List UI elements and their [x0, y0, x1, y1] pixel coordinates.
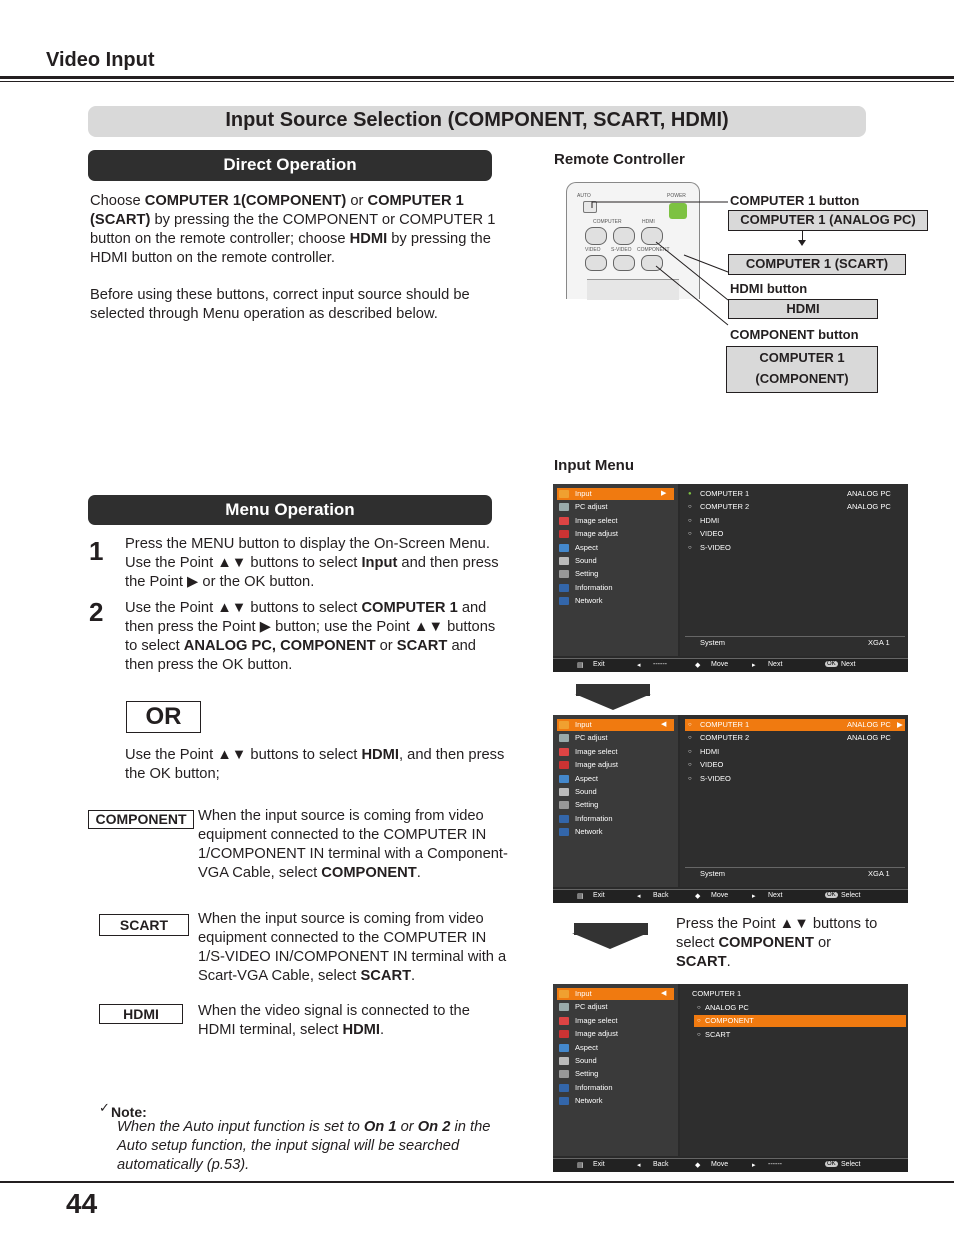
menu-item — [557, 988, 674, 1000]
component-label: COMPONENT — [637, 247, 670, 253]
radio-icon: ○ — [697, 1018, 701, 1025]
menu-item — [557, 515, 674, 527]
auto-label: AUTO — [577, 193, 591, 199]
option-arrow-icon: ▶ — [897, 720, 903, 729]
submenu-option — [694, 1029, 906, 1041]
menu-item-label: Setting — [575, 800, 599, 810]
menu-item-label: Network — [575, 827, 603, 837]
input-option — [685, 773, 905, 785]
menu-item-label: Sound — [575, 556, 597, 565]
input-option-value: ANALOG PC — [847, 489, 891, 498]
menu-item-icon — [559, 748, 569, 756]
menu-item-icon — [559, 557, 569, 565]
menu-status-bar — [553, 658, 908, 672]
menu-screen-1 — [553, 484, 908, 672]
menu-item — [557, 582, 674, 594]
menu-item — [557, 1001, 674, 1013]
status-key-icon: ◆ — [695, 893, 701, 900]
direct-operation-heading: Direct Operation — [88, 150, 492, 181]
menu-item-icon — [559, 801, 569, 809]
status-key-icon: OK — [827, 892, 836, 898]
system-row — [685, 867, 905, 880]
submenu-title: COMPUTER 1 — [692, 989, 742, 998]
menu-item — [557, 773, 674, 785]
menu-item — [557, 1095, 674, 1107]
component-source-text: When the input source is coming from video equipment connected to the COMPUTER IN 1/COMPONENT IN terminal with a Component-VGA Cable, select COMPONENT. — [198, 808, 508, 881]
menu-arrow-icon: ▶ — [661, 490, 667, 497]
input-option-label: S-VIDEO — [700, 773, 731, 783]
arrow-down-1-icon — [575, 694, 651, 710]
menu-item — [557, 542, 674, 554]
menu-item-label: Input — [575, 989, 592, 998]
menu-item-icon — [559, 775, 569, 783]
menu-item — [557, 1082, 674, 1094]
input-option — [685, 501, 905, 513]
header-rule-thin — [0, 81, 954, 82]
menu-item-label: Sound — [575, 787, 597, 796]
status-key-icon: OK — [827, 661, 836, 667]
power-label: POWER — [667, 193, 686, 199]
note-check-icon: ✓ — [99, 1100, 110, 1115]
hdmi-label: HDMI — [642, 219, 655, 225]
status-key-icon: ◆ — [695, 662, 701, 669]
press-point-text: Press the Point ▲▼ buttons to select COMPONENT or SCART. — [676, 916, 878, 970]
menu-item — [557, 568, 674, 580]
radio-icon: ○ — [688, 544, 692, 551]
callout-lines — [580, 190, 740, 330]
status-label: Exit — [593, 661, 605, 668]
status-label: ------ — [653, 661, 667, 668]
submenu-option-label: SCART — [705, 1029, 731, 1039]
system-value: XGA 1 — [868, 638, 890, 647]
menu-item — [557, 1055, 674, 1067]
menu-item-label: Setting — [575, 1069, 599, 1079]
status-key-icon: ▤ — [577, 1162, 584, 1169]
status-key-icon: ◆ — [695, 1162, 701, 1169]
menu-item-label: Image select — [575, 746, 618, 756]
computer-label: COMPUTER — [593, 219, 622, 225]
radio-icon: ○ — [688, 762, 692, 769]
menu-item — [557, 555, 674, 567]
menu-item-label: Information — [575, 582, 613, 592]
radio-icon: ○ — [697, 1005, 701, 1011]
menu-item-icon — [559, 597, 569, 605]
input-option — [685, 732, 905, 744]
input-option-label: VIDEO — [700, 760, 724, 770]
status-label: Move — [711, 1161, 729, 1168]
status-key-icon: ▸ — [752, 893, 756, 900]
menu-item — [557, 719, 674, 731]
scart-label: COMPUTER 1 (SCART) — [728, 254, 906, 275]
footer-rule — [0, 1181, 954, 1183]
menu-sidebar — [553, 715, 678, 887]
system-label: System — [700, 638, 726, 647]
menu-item-label: Image adjust — [575, 760, 618, 770]
radio-icon: ○ — [688, 775, 692, 782]
radio-icon: ○ — [688, 735, 692, 742]
menu-item-icon — [559, 570, 569, 578]
status-key-icon: ◂ — [637, 893, 641, 900]
menu-item-icon — [559, 1017, 569, 1025]
hdmi-instruction: Use the Point ▲▼ buttons to select HDMI, and then press the OK button; — [125, 747, 505, 782]
computer1-button-callout: COMPUTER 1 button — [730, 193, 860, 208]
menu-screen-2 — [553, 715, 908, 903]
hdmi-source-label: HDMI — [99, 1004, 183, 1024]
system-label: System — [700, 869, 726, 878]
menu-content-panel — [680, 715, 908, 887]
header-rule — [0, 76, 954, 79]
menu-item-label: Image adjust — [575, 1029, 618, 1039]
status-label: Back — [653, 892, 669, 899]
input-option-label: COMPUTER 2 — [700, 502, 750, 512]
note-title: Note: — [111, 1104, 147, 1120]
menu-item-label: Aspect — [575, 542, 598, 552]
input-option-label: COMPUTER 1 — [700, 720, 750, 729]
input-option-label: VIDEO — [700, 529, 724, 539]
status-key-icon: ▤ — [577, 893, 584, 900]
menu-item-label: Image adjust — [575, 529, 618, 539]
status-label: Exit — [593, 892, 605, 899]
menu-item-label: PC adjust — [575, 1002, 608, 1012]
menu-item-icon — [559, 1084, 569, 1092]
menu-item — [557, 1028, 674, 1040]
input-option — [685, 746, 905, 758]
radio-icon: ○ — [688, 517, 692, 524]
input-option — [685, 515, 905, 527]
menu-item-icon — [559, 490, 569, 498]
menu-item-label: Network — [575, 596, 603, 606]
status-key-icon: ▤ — [577, 662, 584, 669]
radio-icon: ○ — [688, 748, 692, 755]
radio-icon: ○ — [688, 722, 692, 728]
menu-item — [557, 799, 674, 811]
status-label: Move — [711, 661, 729, 668]
status-label: Exit — [593, 1161, 605, 1168]
radio-icon: ○ — [688, 531, 692, 538]
step-2-text: Use the Point ▲▼ buttons to select COMPUTER 1 and then press the Point ▶ button; use the Point ▲▼ buttons to select ANALOG PC, COMPONENT or SCART and then press the OK button. — [125, 600, 496, 673]
status-key-icon: ▸ — [752, 662, 756, 669]
menu-item — [557, 813, 674, 825]
direct-paragraph-1: Choose COMPUTER 1(COMPONENT) or COMPUTER 1 (SCART) by pressing the the COMPONENT or COMPUTER 1 button on the remote controller; choose HDMI by pressing the HDMI button on the remote controller. — [90, 193, 496, 266]
menu-item-icon — [559, 734, 569, 742]
menu-screen-3 — [553, 984, 908, 1172]
menu-item — [557, 759, 674, 771]
scart-source-label: SCART — [99, 914, 189, 936]
component-label-box — [726, 346, 878, 393]
status-label: Next — [768, 892, 783, 899]
remote-heading: Remote Controller — [554, 151, 685, 168]
section-title: Video Input — [46, 49, 155, 71]
step-1-text: Press the MENU button to display the On-Screen Menu. Use the Point ▲▼ buttons to select Input and then press the Point ▶ or the OK button. — [125, 536, 499, 590]
menu-item — [557, 732, 674, 744]
menu-item-label: Sound — [575, 1056, 597, 1065]
menu-item-icon — [559, 1030, 569, 1038]
menu-item-label: PC adjust — [575, 502, 608, 512]
menu-item-label: Aspect — [575, 773, 598, 783]
system-row — [685, 636, 905, 649]
menu-item-icon — [559, 544, 569, 552]
input-option — [685, 759, 905, 771]
status-key-icon: ◂ — [637, 662, 641, 669]
component-label-line1: COMPUTER 1 — [759, 350, 845, 365]
input-option — [685, 542, 905, 554]
menu-item — [557, 786, 674, 798]
page-number: 44 — [66, 1188, 98, 1219]
menu-item-icon — [559, 828, 569, 836]
menu-item-icon — [559, 1044, 569, 1052]
menu-status-bar — [553, 889, 908, 903]
or-box: OR — [126, 701, 201, 733]
component-source-label: COMPONENT — [88, 810, 194, 829]
step-2-number: 2 — [89, 597, 104, 627]
menu-item-label: Input — [575, 720, 592, 729]
menu-arrow-icon: ◀ — [661, 990, 667, 997]
svideo-label: S-VIDEO — [611, 247, 632, 253]
menu-item-icon — [559, 1003, 569, 1011]
radio-icon: ○ — [688, 504, 692, 511]
page-banner: Input Source Selection (COMPONENT, SCART, HDMI) — [88, 106, 866, 137]
menu-item-label: Image select — [575, 1015, 618, 1025]
menu-status-bar — [553, 1158, 908, 1172]
scart-source-text: When the input source is coming from video equipment connected to the COMPUTER IN 1/S-VIDEO IN/COMPONENT IN terminal with a Scart-VGA Cable, select SCART. — [198, 911, 507, 984]
menu-item-label: Information — [575, 1082, 613, 1092]
component-label-line2: (COMPONENT) — [755, 371, 849, 386]
menu-sidebar — [553, 984, 678, 1156]
status-label: Move — [711, 892, 729, 899]
input-option — [685, 488, 905, 500]
hdmi-source-text: When the video signal is connected to the HDMI terminal, select HDMI. — [198, 1003, 470, 1038]
hdmi-button-callout: HDMI button — [730, 281, 808, 296]
input-option-label: HDMI — [700, 746, 720, 756]
menu-item — [557, 1042, 674, 1054]
menu-item — [557, 595, 674, 607]
status-label: Select — [841, 1161, 861, 1168]
direct-paragraph-2: Before using these buttons, correct input source should be selected through Menu operation as described below. — [90, 287, 470, 322]
status-key-icon: OK — [827, 1161, 836, 1167]
menu-item-label: PC adjust — [575, 733, 608, 743]
menu-item-label: Setting — [575, 569, 599, 579]
menu-item — [557, 528, 674, 540]
menu-content-panel — [680, 484, 908, 656]
menu-item — [557, 826, 674, 838]
status-label: Select — [841, 892, 861, 899]
menu-content-panel — [680, 984, 908, 1156]
input-option-label: COMPUTER 2 — [700, 733, 750, 743]
menu-item-icon — [559, 584, 569, 592]
menu-item-icon — [559, 1070, 569, 1078]
analog-pc-label: COMPUTER 1 (ANALOG PC) — [728, 210, 928, 231]
status-label: Next — [768, 661, 783, 668]
input-option-label: COMPUTER 1 — [700, 489, 750, 498]
menu-item-icon — [559, 1057, 569, 1065]
menu-arrow-icon: ◀ — [661, 721, 667, 728]
input-menu-heading: Input Menu — [554, 457, 634, 474]
input-option-value: ANALOG PC — [847, 502, 891, 512]
radio-icon: ● — [688, 491, 692, 497]
menu-item — [557, 488, 674, 500]
input-option — [685, 528, 905, 540]
menu-item-label: Image select — [575, 515, 618, 525]
menu-item-label: Aspect — [575, 1042, 598, 1052]
arrow-down-2-icon — [572, 933, 648, 949]
menu-item-icon — [559, 815, 569, 823]
menu-item-icon — [559, 721, 569, 729]
menu-item-icon — [559, 1097, 569, 1105]
menu-item-icon — [559, 788, 569, 796]
status-key-icon: ▸ — [752, 1162, 756, 1169]
menu-item-icon — [559, 517, 569, 525]
submenu-option-label: ANALOG PC — [705, 1003, 749, 1012]
menu-sidebar — [553, 484, 678, 656]
menu-item-icon — [559, 761, 569, 769]
radio-icon: ○ — [697, 1031, 701, 1038]
input-option-value: ANALOG PC — [847, 720, 891, 729]
step-1-number: 1 — [89, 536, 104, 566]
menu-item-icon — [559, 530, 569, 538]
submenu-option-label: COMPONENT — [705, 1016, 754, 1026]
input-option-label: S-VIDEO — [700, 542, 731, 552]
input-option-label: HDMI — [700, 515, 720, 525]
menu-item — [557, 501, 674, 513]
menu-operation-heading: Menu Operation — [88, 495, 492, 525]
menu-item-icon — [559, 503, 569, 511]
status-label: Next — [841, 661, 856, 668]
status-key-icon: ◂ — [637, 1162, 641, 1169]
menu-item-label: Input — [575, 489, 592, 498]
menu-item — [557, 1068, 674, 1080]
input-option — [685, 719, 905, 731]
menu-item-icon — [559, 990, 569, 998]
input-option-value: ANALOG PC — [847, 733, 891, 743]
status-label: ------ — [768, 1161, 782, 1168]
status-label: Back — [653, 1161, 669, 1168]
menu-item-label: Network — [575, 1096, 603, 1106]
component-button-callout: COMPONENT button — [730, 327, 859, 342]
callout-arrow-head — [798, 240, 806, 246]
submenu-option — [694, 1002, 906, 1014]
menu-item — [557, 746, 674, 758]
menu-item — [557, 1015, 674, 1027]
menu-item-label: Information — [575, 813, 613, 823]
video-label: VIDEO — [585, 247, 601, 253]
note-text: When the Auto input function is set to On 1 or On 2 in the Auto setup function, the input signal will be searched automatically (p.53). — [117, 1119, 491, 1173]
hdmi-label-box: HDMI — [728, 299, 878, 319]
system-value: XGA 1 — [868, 869, 890, 878]
submenu-option — [694, 1015, 906, 1027]
